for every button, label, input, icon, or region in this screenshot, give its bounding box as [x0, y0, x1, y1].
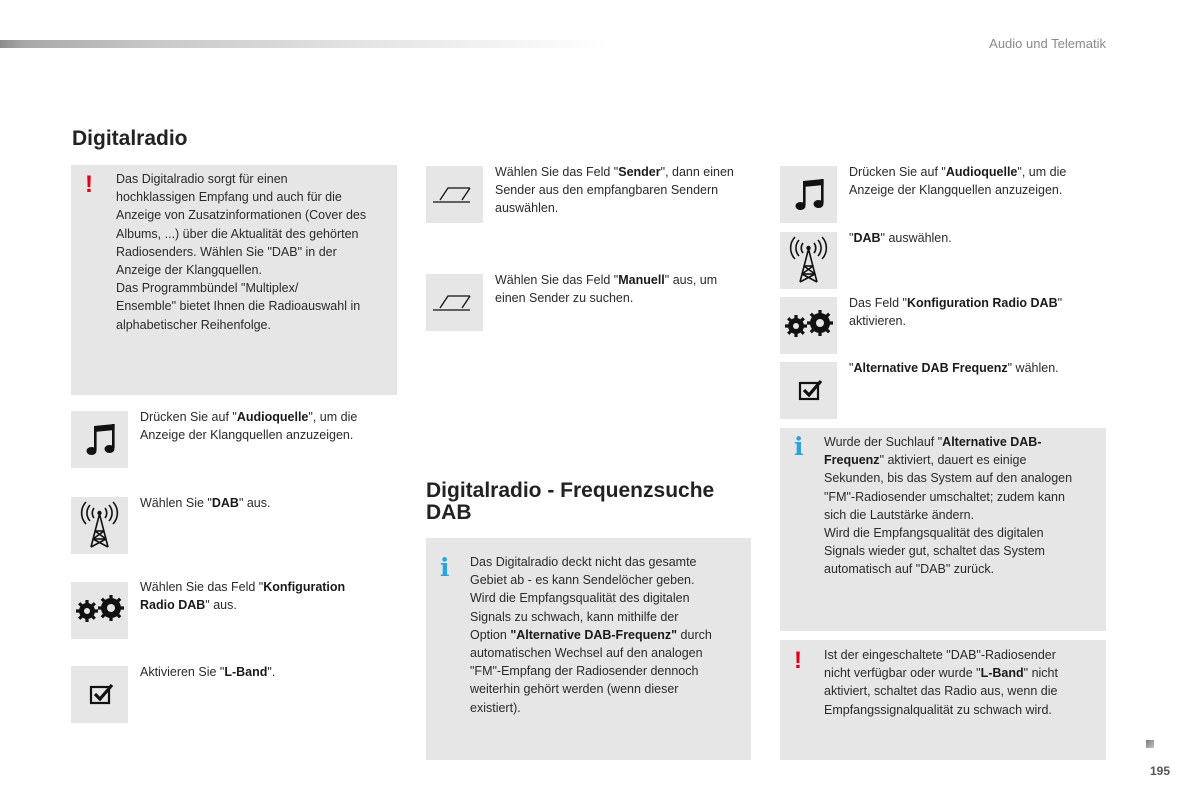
music-note-icon — [780, 166, 837, 223]
text-line: Anzeige von Zusatzinformationen (Cover des — [116, 208, 367, 223]
text-line: Ensemble" bietet Ihnen die Radioauswahl in — [116, 299, 361, 314]
text-line: Das Feld "Konfiguration Radio DAB" — [849, 296, 1063, 310]
text-line: auswählen. — [495, 201, 559, 216]
text-line: Frequenz" aktiviert, dauert es einige — [824, 453, 1027, 468]
text-line: Das Digitalradio sorgt für einen — [116, 172, 288, 186]
text-line: automatischen Wechsel auf den analogen — [470, 646, 703, 661]
text-line: aktivieren. — [849, 314, 906, 329]
warning-icon: ! — [85, 171, 93, 198]
warning-icon: ! — [794, 647, 802, 674]
info-icon: i — [794, 432, 804, 461]
text-line: Drücken Sie auf "Audioquelle", um die — [140, 410, 358, 424]
gears-icon — [71, 582, 128, 639]
text-line: einen Sender zu suchen. — [495, 291, 634, 306]
text-line: Das Digitalradio deckt nicht das gesamte — [470, 555, 697, 569]
running-head: Audio und Telematik — [989, 36, 1106, 51]
text-line: Wird die Empfangsqualität des digitalen — [824, 526, 1044, 541]
header-gradient-bar — [0, 40, 610, 48]
text-line: Wählen Sie das Feld "Manuell" aus, um — [495, 273, 718, 287]
text-line: Empfangssignalqualität zu schwach wird. — [824, 702, 1052, 717]
text-line: Wählen Sie "DAB" aus. — [140, 496, 271, 510]
dab-antenna-icon — [780, 232, 837, 289]
checkbox-icon — [71, 666, 128, 723]
text-line: Anzeige der Klangquellen. — [116, 263, 262, 278]
text-line: "DAB" auswählen. — [849, 231, 952, 245]
step-config-dab — [849, 294, 1109, 330]
info-box-text — [824, 433, 1104, 579]
text-line: Signals zu schwach, kann mithilfe der — [470, 609, 679, 624]
text-line: Das Programmbündel "Multiplex/ — [116, 281, 299, 296]
text-line: Signals wieder gut, schaltet das System — [824, 544, 1045, 559]
text-line: Sender aus den empfangbaren Sendern — [495, 183, 719, 198]
text-line: Albums, ...) über die Aktualität des gehörten — [116, 226, 359, 241]
field-button-icon — [426, 274, 483, 331]
text-line: Anzeige der Klangquellen anzuzeigen. — [140, 428, 354, 443]
corner-mark — [1146, 740, 1154, 748]
step-audio-source — [849, 163, 1109, 199]
text-line: alphabetischer Reihenfolge. — [116, 317, 271, 332]
music-note-icon — [71, 411, 128, 468]
step-select-station — [495, 163, 760, 218]
step-manual — [495, 271, 760, 307]
text-line: Option "Alternative DAB-Frequenz" durch — [470, 627, 712, 642]
text-line: Wählen Sie das Feld "Sender", dann einen — [495, 165, 734, 179]
step-config-dab — [140, 578, 400, 614]
text-line: Anzeige der Klangquellen anzuzeigen. — [849, 183, 1063, 198]
text-line: "FM"-Radiosender umschaltet; zudem kann — [824, 489, 1065, 504]
text-line: aktiviert, schaltet das Radio aus, wenn die — [824, 684, 1058, 699]
text-line: Ist der eingeschaltete "DAB"-Radiosender — [824, 648, 1056, 662]
field-button-icon — [426, 166, 483, 223]
section-title-line: Digitalradio - Frequenzsuche — [426, 479, 715, 502]
text-line: Aktivieren Sie "L-Band". — [140, 665, 276, 679]
gears-icon — [780, 297, 837, 354]
warning-box-text — [116, 170, 391, 334]
checkbox-icon — [780, 362, 837, 419]
info-icon: i — [440, 553, 450, 582]
page-title: Digitalradio — [72, 127, 188, 150]
text-line: "Alternative DAB Frequenz" wählen. — [849, 361, 1059, 375]
text-line: Wurde der Suchlauf "Alternative DAB- — [824, 435, 1042, 449]
step-alt-frequency — [849, 359, 1109, 377]
text-line: automatisch auf "DAB" zurück. — [824, 562, 995, 577]
step-audio-source — [140, 408, 400, 444]
text-line: hochklassigen Empfang und auch für die — [116, 190, 342, 205]
section-title — [426, 480, 756, 524]
step-l-band — [140, 663, 400, 681]
text-line: "FM"-Empfang der Radiosender dennoch — [470, 664, 699, 679]
step-select-dab — [849, 229, 1109, 247]
info-box-text — [470, 553, 748, 717]
text-line: sich die Lautstärke ändern. — [824, 507, 975, 522]
page-number: 195 — [1149, 764, 1170, 778]
text-line: Wählen Sie das Feld "Konfiguration — [140, 580, 346, 594]
text-line: nicht verfügbar oder wurde "L-Band" nicht — [824, 666, 1058, 681]
dab-antenna-icon — [71, 497, 128, 554]
text-line: weiterhin gehört werden (wenn dieser — [470, 682, 679, 697]
step-select-dab — [140, 494, 400, 512]
text-line: Radio DAB" aus. — [140, 598, 237, 613]
text-line: existiert). — [470, 700, 521, 715]
warning-box-text — [824, 646, 1104, 719]
section-title-line: DAB — [426, 501, 472, 524]
text-line: Wird die Empfangsqualität des digitalen — [470, 591, 690, 606]
text-line: Radiosenders. Wählen Sie "DAB" in der — [116, 244, 337, 259]
text-line: Sekunden, bis das System auf den analogen — [824, 471, 1073, 486]
text-line: Drücken Sie auf "Audioquelle", um die — [849, 165, 1067, 179]
text-line: Gebiet ab - es kann Sendelöcher geben. — [470, 573, 695, 588]
